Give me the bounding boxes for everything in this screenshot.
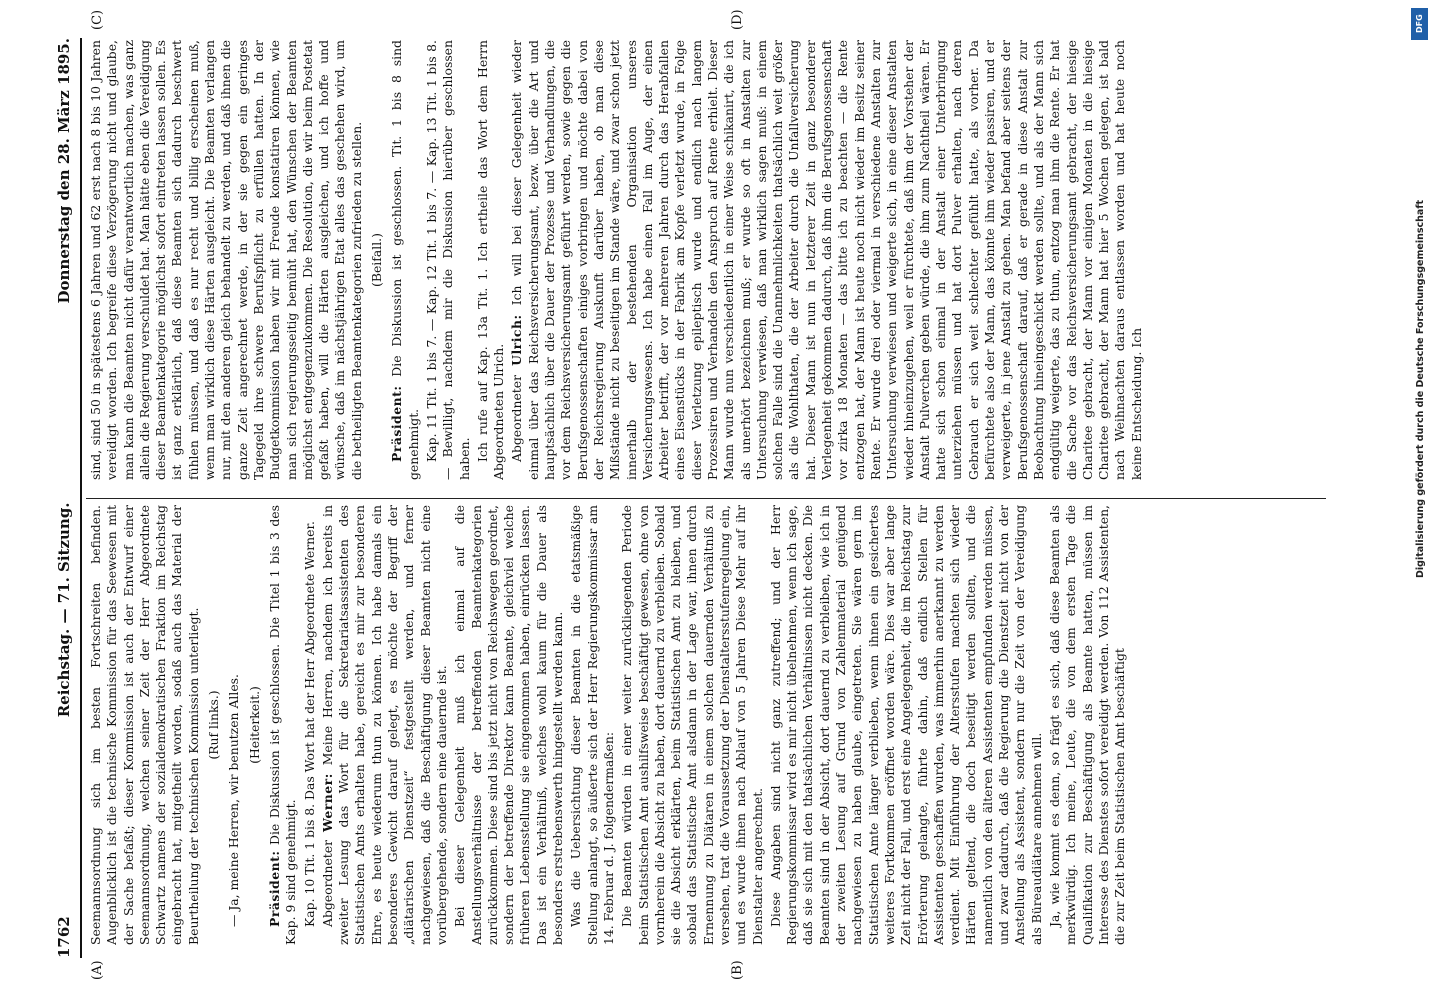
column-divider: [86, 498, 1326, 499]
speaker-prefix: Abgeordneter: [319, 832, 335, 927]
paragraph: [509, 40, 1145, 480]
page-header: [52, 38, 76, 958]
speech-text: Meine Herren, nachdem ich bereits in zweiter Lesung das Wort für die Sekretariatsassistenten des Statistischen Amts erhalten habe, gereicht es mir zur besonderen Ehre, es heute wiederum thun zu können. Ich habe damals ein besonderes Gewicht darauf gelegt, es möchte der Begriff der „diätarischen Dienstzeit“ festgestellt werden, und ferner nachgewiesen, daß die Beschäftigung dieser Beamten nicht eine vorübergehende, sondern eine dauernde ist.: [319, 505, 449, 945]
speaker-name: Präsident:: [389, 385, 405, 462]
paragraph: Ich rufe auf Kap. 13a Tit. 1. Ich ertheile das Wort dem Herrn Abgeordneten Ulrich.: [474, 40, 507, 480]
paragraph: [389, 40, 422, 480]
interjection: (Beifall.): [369, 233, 385, 287]
speaker-prefix: Abgeordneter: [509, 365, 525, 462]
quoted-paragraph: Die Beamten würden in einer weiter zurückliegenden Periode beim Statistischen Amt aushilfsweise beschäftigt gewesen, ohne von vornherein die Absicht zu haben, dort dauernd zu verbleiben. Sobald sie die Absicht erklärten, beim Statistischen Amt zu bleiben, und sobald das Statistische Amt alsdann in der Lage war, ihnen durch Ernennung zu Diätaren in einem solchen dauernden Verhältniß zu versehen, trat die Voraussetzung der Dienstaltersstufenregelung ein, und es wurde ihnen nach Ablauf von 5 Jahren Diese Mehr auf ihr Dienstalter angerechnet.: [619, 505, 765, 945]
paragraph: Seemannsordnung sich im besten Fortschreiten befinden. Augenblicklich ist die technische Kommission für das Seewesen mit der Sache befaßt; dieser Kommission ist auch der Entwurf einer Seemannsordnung, welchen seiner Zeit der Herr Abgeordnete Schwartz namens der sozialdemokratischen Fraktion im Reichstag eingebracht hat, mitgetheilt worden, sodaß auch das Material der Beurtheilung der technischen Kommission unterliegt.: [88, 505, 201, 945]
page-number: 1762: [55, 916, 73, 958]
paragraph: Was die Uebersichtung dieser Beamten in die etatsmäßige Stellung anlangt, so äußerte sich der Herr Regierungskommissar am 14. Februar d. J. folgendermaßen:: [568, 505, 616, 945]
paragraph: Kap. 10 Tit. 1 bis 8. Das Wort hat der Herr Abgeordnete Werner.: [301, 521, 317, 927]
left-column: [88, 505, 1328, 945]
interjection: (Heiterkeit.): [246, 686, 262, 764]
margin-marker-d: (D): [730, 9, 745, 30]
paragraph: [267, 505, 300, 945]
margin-marker-c: (C): [90, 9, 105, 30]
paragraph: Diese Angaben sind nicht ganz zutreffend; und der Herr Regierungskommissar wird es mir nicht übelnehmen, wenn ich sage, daß sie sich mit den thatsächlichen Verhältnissen nicht decken. Die Beamten sind in der Absicht, dort dauernd zu verbleiben, wie ich in der zweiten Lesung auf Grund von Zahlenmaterial genügend nachgewiesen zu haben glaube, eingetreten. Sie wären gern im Statistischen Amte länger verblieben, wenn ihnen ein gesichertes weiteres Fortkommen eröffnet worden wäre. Dies war aber lange Zeit nicht der Fall, und erst eine Angelegenheit, die im Reichstag zur Erörterung gelangte, führte dahin, daß endlich Stellen für Assistenten geschaffen wurden, was immerhin anerkannt zu werden verdient. Mit Einführung der Altersstufen machten sich wieder Härten geltend, die doch beseitigt werden sollten, und die namentlich von den älteren Assistenten empfunden werden müssen, und zwar dadurch, daß die Regierung die Dienstzeit nicht von der Anstellung als Assistent, sondern nur die Zeit von der Vereidigung als Büreaudiätare annehmen will.: [767, 505, 1044, 945]
speech-text: Die Diskussion ist geschlossen. Die Titel 1 bis 3 des Kap. 9 sind genehmigt.: [266, 505, 299, 945]
right-column: [88, 40, 1328, 480]
speaker-name: Werner:: [319, 773, 335, 833]
paragraph: Ja, wie kommt es denn, so frägt es sich, daß diese Beamten als merkwürdig. Ich meine, Leute, die von dem ersten Tage die Qualifikation zur Beschäftigung als Beamte hatten, müssen im Interesse des Dienstes sofort vereidigt werden. Von 112 Assistenten, die zur Zeit beim Statistischen Amt beschäftigt: [1046, 505, 1128, 945]
speaker-name: Präsident:: [266, 850, 282, 927]
margin-marker-a: (A): [90, 960, 105, 980]
speaker-name: Ulrich:: [509, 314, 525, 366]
session-date: Donnerstag den 28. März 1895.: [55, 38, 73, 304]
interjection: (Ruf links.): [206, 690, 222, 760]
digitization-credit: Digitalisierung gefördert durch die Deutsche Forschungsgemeinschaft: [1415, 200, 1426, 578]
paragraph: Bei dieser Gelegenheit muß ich einmal auf die Anstellungsverhältnisse der betreffenden Beamtenkategorien zurückkommen. Diese sind bis jetzt nicht von Reichswegen geordnet, sondern der betreffende Direktor kann Beamte, gleichviel welche früheren Lebensstellung sie eingenommen haben, einrücken lassen. Das ist ein Verhältniß, welches wohl kaum für die Dauer als besonders erstrebenswerth hingestellt werden kann.: [452, 505, 566, 945]
speech-text: Die Diskussion ist geschlossen. Tit. 1 bis 8 sind genehmigt.: [389, 40, 421, 480]
margin-marker-b: (B): [730, 960, 745, 980]
speech-text: Ich will bei dieser Gelegenheit wieder einmal über das Reichsversicherungsamt, bezw. über die Art und hauptsächlich über die Dauer der Prozesse und Verhandlungen, die vor dem Reichsversicherungsamt geführt werden, sowie gegen die Berufsgenossenschaften einiges vorbringen und möchte dabei von der Reichsregierung Auskunft darüber haben, ob man diese Mißstände nicht zu beseitigen im Stande wäre, und zwar schon jetzt innerhalb der bestehenden Organisation unseres Versicherungswesens. Ich habe einen Fall im Auge, der einen Arbeiter betrifft, der vor mehreren Jahren durch das Herabfallen eines Eisenstücks in der Fabrik am Kopfe verletzt wurde, in Folge dieser Verletzung epileptisch wurde und endlich nach langem Prozessiren und Verhandeln den Anspruch auf Rente erhielt. Dieser Mann wurde nun verschiedentlich in einer Weise schikanirt, die ich als unerhört bezeichnen muß; er wurde so oft in Anstalten zur Untersuchung verwiesen, daß man wirklich sagen muß: in einem solchen Falle sind die Unannehmlichkeiten thatsächlich weit größer als die Wohlthaten, die der Arbeiter durch die Unfallversicherung hat. Dieser Mann ist nun in letzterer Zeit in ganz besonderer Verlegenheit gekommen dadurch, daß ihm die Berufsgenossenschaft vor zirka 18 Monaten — das bitte ich zu beachten — die Rente entzogen hat, der Mann ist heute noch nicht wieder im Besitz seiner Rente. Er wurde drei oder viermal in verschiedene Anstalten zur Untersuchung verwiesen und weigerte sich, in eine dieser Anstalten wieder hineinzugehen, weil er fürchtete, daß ihm der Vorsteher der Anstalt Pulverchen geben würde, die ihm zum Nachtheil wären. Er hatte sich schon einmal in der Anstalt einer Unterbringung unterziehen müssen und hat dort Pulver erhalten, nach deren Gebrauch er sich weit schlechter gefühlt hatte, als vorher. Da befürchtete also der Mann, das könnte ihm wieder passiren, und er verweigerte, in jene Anstalt zu gehen. Man befand aber seitens der Berufsgenossenschaft darauf, daß er gerade in diese Anstalt zur Beobachtung hineingeschickt werden sollte, und als der Mann sich endgültig weigerte, das zu thun, entzog man ihm die Rente. Er hat die Sache vor das Reichsversicherungsamt gebracht, der hiesige Charitee gebracht, der Mann vor einigen Monaten in die hiesige Charitee gebracht, der Mann hat hier 5 Wochen gelegen, ist bald nach Weihnachten daraus entlassen worden und hat heute noch keine Entscheidung. Ich: [509, 40, 1144, 480]
dfg-logo: DFG: [1411, 8, 1428, 40]
header-rule: [80, 38, 82, 958]
paragraph: [320, 505, 450, 945]
paragraph: sind, sind 50 in spätestens 6 Jahren und 62 erst nach 8 bis 10 Jahren vereidigt worden. Ich begreife diese Verzögerung nicht und glaube, man kann die Beamten nicht dafür verantwortlich machen, was ganz allein die Regierung verschuldet hat. Man hätte eben die Vereidigung dieser Beamtenkategorie möglichst sofort eintreten lassen sollen. Es ist ganz erklärlich, daß diese Beamten sich dadurch beschwert fühlen müssen, und daß es nur recht und billig erscheinen muß, wenn man wirklich diese Härten ausgleicht. Die Beamten verlangen nur, mit den anderen gleich behandelt zu werden, und daß ihnen die ganze Zeit angerechnet werde, in der sie gegen ein geringes Tagegeld ihre schwere Berufspflicht zu erfüllen hatten. In der Budgetkommission haben wir mit Freude konstatiren können, wie man sich regierungsseitig bemüht hat, den Wünschen der Beamten möglichst entgegenzukommen. Die Resolution, die wir beim Postetat gefaßt haben, will die Härten ausgleichen, und ich hoffe und wünsche, daß im nächstjährigen Etat alles das geschehen wird, um die betheiligten Beamtenkategorien zufrieden zu stellen.: [88, 40, 364, 480]
session-title: Reichstag. — 71. Sitzung.: [55, 502, 73, 718]
paragraph: Kap. 11 Tit. 1 bis 7. — Kap. 12 Tit. 1 bis 7. — Kap. 13 Tit. 1 bis 8. — Bewilligt, nachdem mir die Diskussion hierüber geschlossen haben.: [423, 40, 472, 480]
paragraph: — Ja, meine Herren, wir benutzen Alles.: [226, 674, 242, 927]
